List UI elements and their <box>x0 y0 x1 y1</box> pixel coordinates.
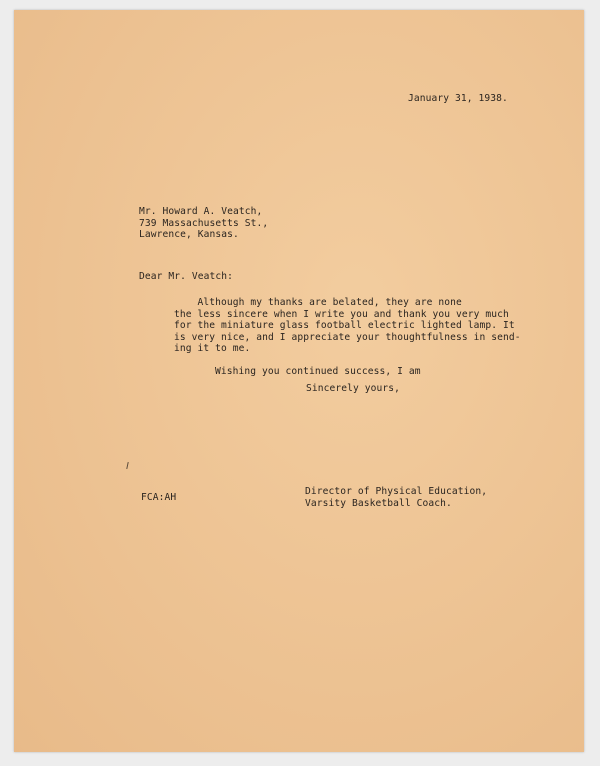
signature-title: Director of Physical Education, <box>305 486 488 497</box>
letter-date: January 31, 1938. <box>408 93 508 104</box>
body-line: the less sincere when I write you and thank you very much <box>174 308 509 320</box>
signature-block <box>305 486 487 509</box>
stray-mark <box>126 462 128 469</box>
body-line: Although my thanks are belated, they are none <box>174 297 462 308</box>
closing-line: Wishing you continued success, I am <box>215 366 421 377</box>
body-line: is very nice, and I appreciate your thoughtfulness in send- <box>174 331 521 343</box>
sign-off: Sincerely yours, <box>306 383 401 394</box>
body-line: ing it to me. <box>174 343 251 354</box>
signature-subtitle: Varsity Basketball Coach. <box>305 497 452 509</box>
letter-paper <box>14 10 584 752</box>
recipient-street: 739 Massachusetts St., <box>139 217 269 229</box>
recipient-name: Mr. Howard A. Veatch, <box>139 206 263 217</box>
typist-initials: FCA:AH <box>141 492 177 503</box>
recipient-address <box>139 206 268 241</box>
salutation: Dear Mr. Veatch: <box>139 271 234 282</box>
letter-body <box>174 297 521 355</box>
recipient-city: Lawrence, Kansas. <box>139 229 239 240</box>
body-line: for the miniature glass football electric lighted lamp. It <box>174 320 515 331</box>
